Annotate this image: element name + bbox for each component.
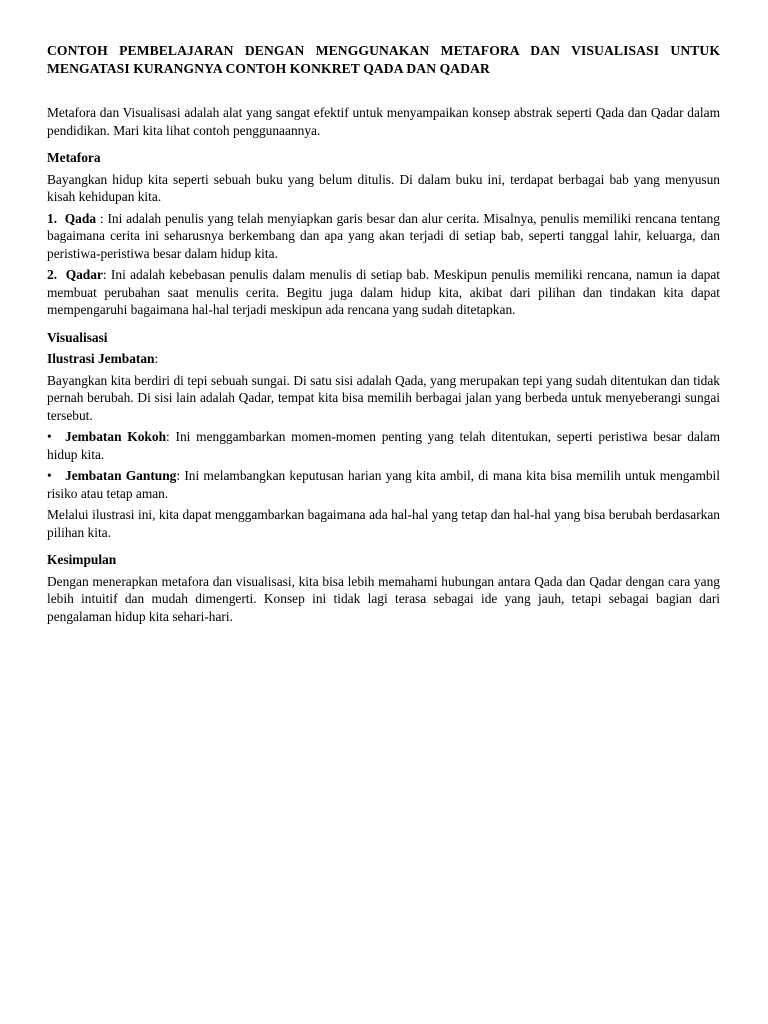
heading-kesimpulan: Kesimpulan — [47, 552, 117, 567]
bullet-1-term: Jembatan Kokoh — [65, 429, 167, 444]
kesimpulan-paragraph: Dengan menerapkan metafora dan visualisasi, kita bisa lebih memahami hubungan antara Qada dan Qadar dengan cara yang lebih intuitif dan mudah dimengerti. Konsep ini tidak lagi terasa sebagai ide yang jauh, tetapi sebagai bagian dari pengalaman hidup kita sehari-hari. — [47, 573, 720, 624]
visualisasi-paragraph: Bayangkan kita berdiri di tepi sebuah sungai. Di satu sisi adalah Qada, yang merupakan tepi yang sudah ditentukan dan tidak pernah berubah. Di sisi lain adalah Qadar, tempat kita bisa memilih berbagai jalan yang berbeda untuk menyeberangi sungai tersebut. — [47, 372, 720, 423]
metafora-item-1 — [47, 210, 720, 263]
bullet-item-2 — [47, 467, 720, 502]
item-1-text: : Ini adalah penulis yang telah menyiapkan garis besar dan alur cerita. Misalnya, penulis memiliki rencana tentang bagaimana cerita ini seharusnya berkembang dan apa yang akan terjadi di setiap bab, seperti tanggal lahir, keluarga, dan peristiwa-peristiwa besar dalam hidup kita. — [47, 210, 721, 261]
title-line-1: CONTOH PEMBELAJARAN DENGAN MENGGUNAKAN METAFORA DAN VISUALISASI UNTUK — [47, 43, 720, 58]
metafora-item-2 — [47, 266, 720, 319]
heading-visualisasi: Visualisasi — [47, 329, 108, 345]
item-2-number: 2. — [47, 267, 58, 282]
bullet-item-1 — [47, 428, 720, 463]
item-1-number: 1. — [47, 210, 58, 226]
subheading-ilustrasi — [47, 350, 720, 368]
heading-metafora: Metafora — [47, 150, 101, 165]
bullet-2-text: : Ini melambangkan keputusan harian yang kita ambil, di mana kita bisa memilih untuk mengambil risiko atau tetap aman. — [47, 468, 720, 501]
metafora-paragraph: Bayangkan hidup kita seperti sebuah buku yang belum ditulis. Di dalam buku ini, terdapat berbagai bab yang menyusun kisah kehidupan kita. — [47, 171, 720, 204]
visualisasi-closing: Melalui ilustrasi ini, kita dapat menggambarkan bagaimana ada hal-hal yang tetap dan hal-hal yang bisa berubah berdasarkan pilihan kita. — [47, 507, 720, 540]
bullet-2-term: Jembatan Gantung — [65, 468, 177, 483]
intro-paragraph: Metafora dan Visualisasi adalah alat yang sangat efektif untuk menyampaikan konsep abstrak seperti Qada dan Qadar dalam pendidikan. Mari kita lihat contoh penggunaannya. — [47, 105, 720, 138]
item-2-text: : Ini adalah kebebasan penulis dalam menulis di setiap bab. Meskipun penulis memiliki rencana, namun ia dapat membuat perubahan saat menulis cerita. Begitu juga dalam hidup kita, akibat dari pilihan dan tindakan kita dapat mempengaruhi bagaimana hal-hal terjadi meskipun ada rencana yang sudah ditetapkan. — [47, 267, 721, 317]
bullet-1-text: : Ini menggambarkan momen-momen penting yang telah ditentukan, seperti peristiwa besar dalam hidup kita. — [47, 429, 720, 462]
bullet-icon: • — [47, 429, 52, 444]
bullet-icon: • — [47, 468, 52, 483]
document-title — [47, 42, 720, 78]
title-line-2: MENGATASI KURANGNYA CONTOH KONKRET QADA DAN QADAR — [47, 61, 490, 76]
subheading-colon: : — [154, 351, 159, 366]
subheading-ilustrasi-text: Ilustrasi Jembatan — [47, 351, 155, 366]
item-2-term: Qadar — [65, 267, 103, 282]
item-1-term: Qada — [64, 210, 97, 226]
